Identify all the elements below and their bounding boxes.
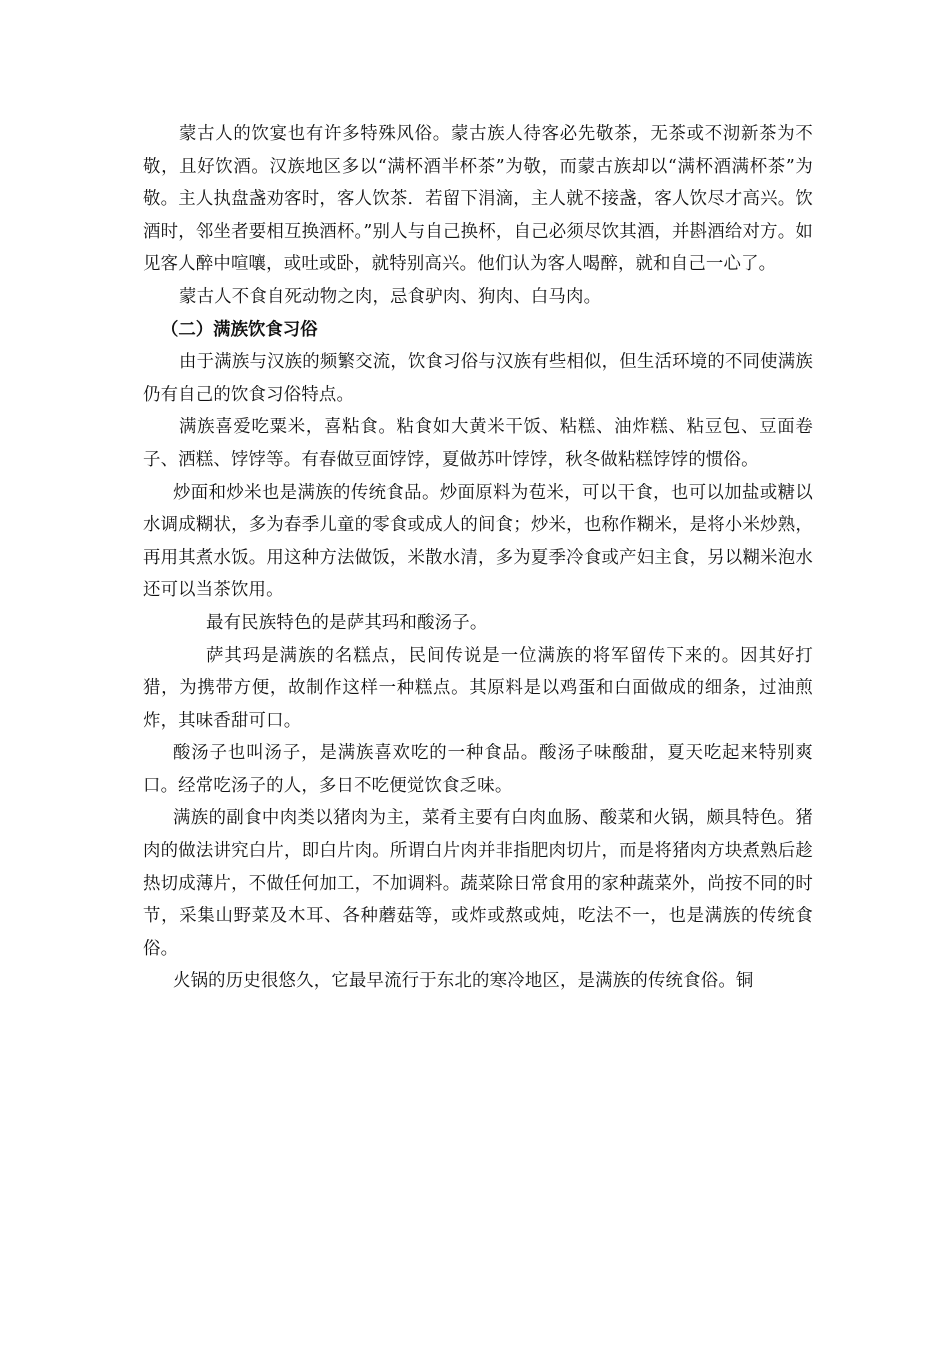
document-body — [143, 118, 813, 998]
paragraph-saqima: 萨其玛是满族的名糕点，民间传说是一位满族的将军留传下来的。因其好打猎，为携带方便，故制作这样一种糕点。其原料是以鸡蛋和白面做成的细条，过油煎炸，其味香甜可口。 — [143, 645, 813, 731]
paragraph-manchu-sticky-food: 满族喜爱吃粟米，喜粘食。粘食如大黄米干饭、粘糕、油炸糕、粘豆包、豆面卷子、洒糕、饽饽等。有春做豆面饽饽，夏做苏叶饽饽，秋冬做粘糕饽饽的惯俗。 — [143, 417, 813, 470]
paragraph-specialties: 最有民族特色的是萨其玛和酸汤子。 — [206, 612, 488, 633]
paragraph-mongol-banquet: 蒙古人的饮宴也有许多特殊风俗。蒙古族人待客必先敬茶，无茶或不沏新茶为不敬，且好饮酒。汉族地区多以“满杯酒半杯茶”为敬，而蒙古族却以“满杯酒满杯茶”为敬。主人执盘盏劝客时，客人饮茶．若留下涓滴，主人就不接盏，客人饮尽才高兴。饮酒时，邻坐者要相互换酒杯。”别人与自己换杯，自己必须尽饮其酒，并斟酒给对方。如见客人醉中喧嚷，或吐或卧，就特别高兴。他们认为客人喝醉，就和自己一心了。 — [143, 124, 813, 275]
paragraph-manchu-intro: 由于满族与汉族的频繁交流，饮食习俗与汉族有些相似，但生活环境的不同使满族仍有自己的饮食习俗特点。 — [143, 352, 813, 405]
paragraph-side-dishes: 满族的副食中肉类以猪肉为主，菜肴主要有白肉血肠、酸菜和火锅，颇具特色。猪肉的做法讲究白片，即白片肉。所谓白片肉并非指肥肉切片，而是将猪肉方块煮熟后趁热切成薄片，不做任何加工，不加调料。蔬菜除日常食用的家种蔬菜外，尚按不同的时节，采集山野菜及木耳、各种蘑菇等，或炸或熬或炖，吃法不一，也是满族的传统食俗。 — [143, 808, 813, 959]
paragraph-sour-soup: 酸汤子也叫汤子，是满族喜欢吃的一种食品。酸汤子味酸甜，夏天吃起来特别爽口。经常吃汤子的人，多日不吃便觉饮食乏味。 — [143, 743, 813, 796]
paragraph-fried-flour: 炒面和炒米也是满族的传统食品。炒面原料为苞米，可以干食，也可以加盐或糖以水调成糊状，多为春季儿童的零食或成人的间食；炒米，也称作糊米，是将小米炒熟，再用其煮水饭。用这种方法做饭，米散水清，多为夏季冷食或产妇主食，另以糊米泡水还可以当茶饮用。 — [143, 482, 813, 601]
paragraph-hotpot: 火锅的历史很悠久，它最早流行于东北的寒冷地区，是满族的传统食俗。铜 — [173, 971, 754, 992]
paragraph-mongol-taboo: 蒙古人不食自死动物之肉，忌食驴肉、狗肉、白马肉。 — [179, 286, 602, 307]
section-heading-manchu: （二）满族饮食习俗 — [161, 319, 318, 340]
